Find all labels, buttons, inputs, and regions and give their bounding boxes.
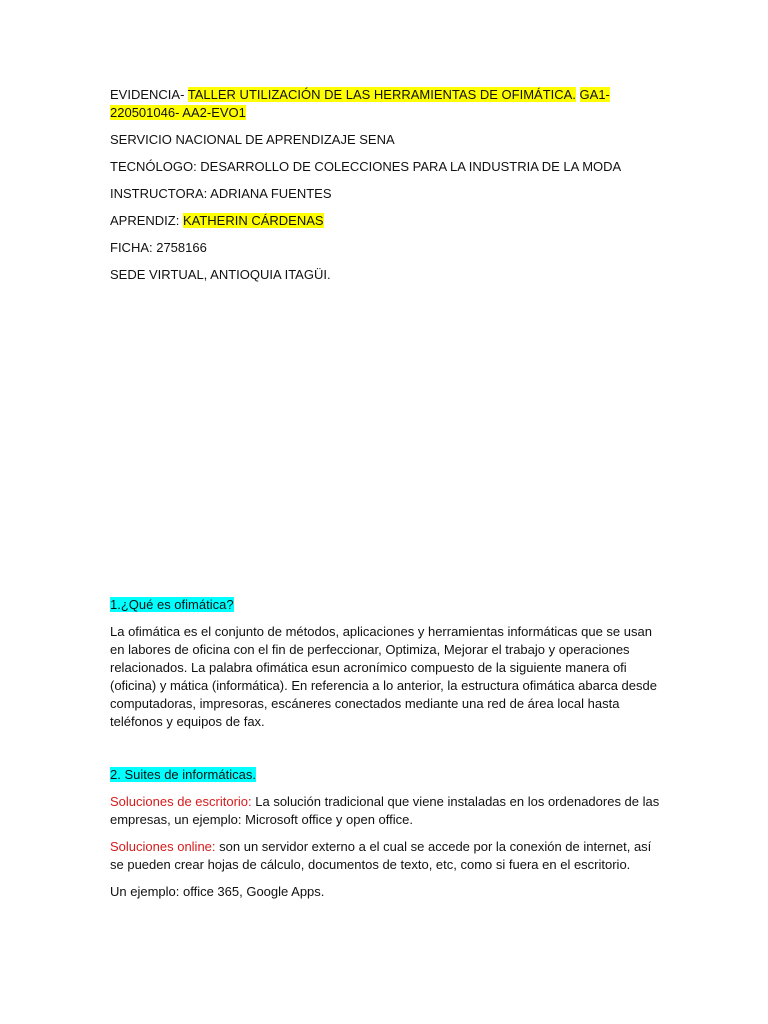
apprentice-prefix: APRENDIZ: <box>110 213 183 228</box>
online-solutions-label: Soluciones online: <box>110 839 216 854</box>
document-header <box>110 86 662 293</box>
section-suites <box>110 766 662 910</box>
institution-line: SERVICIO NACIONAL DE APRENDIZAJE SENA <box>110 132 395 147</box>
online-solutions-text: son un servidor externo a el cual se accede por la conexión de internet, así se pueden crear hojas de cálculo, documentos de texto, etc, como si fuera en el escritorio. <box>110 839 652 872</box>
desktop-solutions-paragraph <box>110 793 662 829</box>
section-2-question: 2. Suites de informáticas. <box>110 767 256 782</box>
section-1-heading <box>110 596 662 614</box>
evidence-prefix: EVIDENCIA- <box>110 87 188 102</box>
sede-line: SEDE VIRTUAL, ANTIOQUIA ITAGÜI. <box>110 267 331 282</box>
section-1-answer: La ofimática es el conjunto de métodos, aplicaciones y herramientas informáticas que se usan en labores de oficina con el fin de perfeccionar, Optimiza, Mejorar el trabajo y operaciones relacionados. La palabra ofimática esun acronímico compuesto de la siguiente manera ofi (oficina) y mática (informática). En referencia a lo anterior, la estructura ofimática abarca desde computadoras, impresoras, escáneres conectados mediante una red de área local hasta teléfonos y equipos de fax. <box>110 624 657 729</box>
section-ofimatica <box>110 596 662 740</box>
apprentice-line <box>110 212 662 230</box>
section-1-question: 1.¿Qué es ofimática? <box>110 597 234 612</box>
evidence-code: GA1-220501046- AA2-EVO1 <box>110 87 610 120</box>
online-solutions-paragraph <box>110 838 662 874</box>
instructor-line: INSTRUCTORA: ADRIANA FUENTES <box>110 186 332 201</box>
desktop-solutions-text: La solución tradicional que viene instaladas en los ordenadores de las empresas, un ejemplo: Microsoft office y open office. <box>110 794 660 827</box>
desktop-solutions-label: Soluciones de escritorio: <box>110 794 252 809</box>
evidence-space <box>576 87 580 102</box>
evidence-line <box>110 86 662 122</box>
apprentice-name: KATHERIN CÁRDENAS <box>182 213 324 228</box>
program-line: TECNÓLOGO: DESARROLLO DE COLECCIONES PARA LA INDUSTRIA DE LA MODA <box>110 159 622 174</box>
example-line: Un ejemplo: office 365, Google Apps. <box>110 884 325 899</box>
evidence-title: TALLER UTILIZACIÓN DE LAS HERRAMIENTAS DE OFIMÁTICA. <box>187 87 576 102</box>
section-2-heading <box>110 766 662 784</box>
ficha-line: FICHA: 2758166 <box>110 240 207 255</box>
